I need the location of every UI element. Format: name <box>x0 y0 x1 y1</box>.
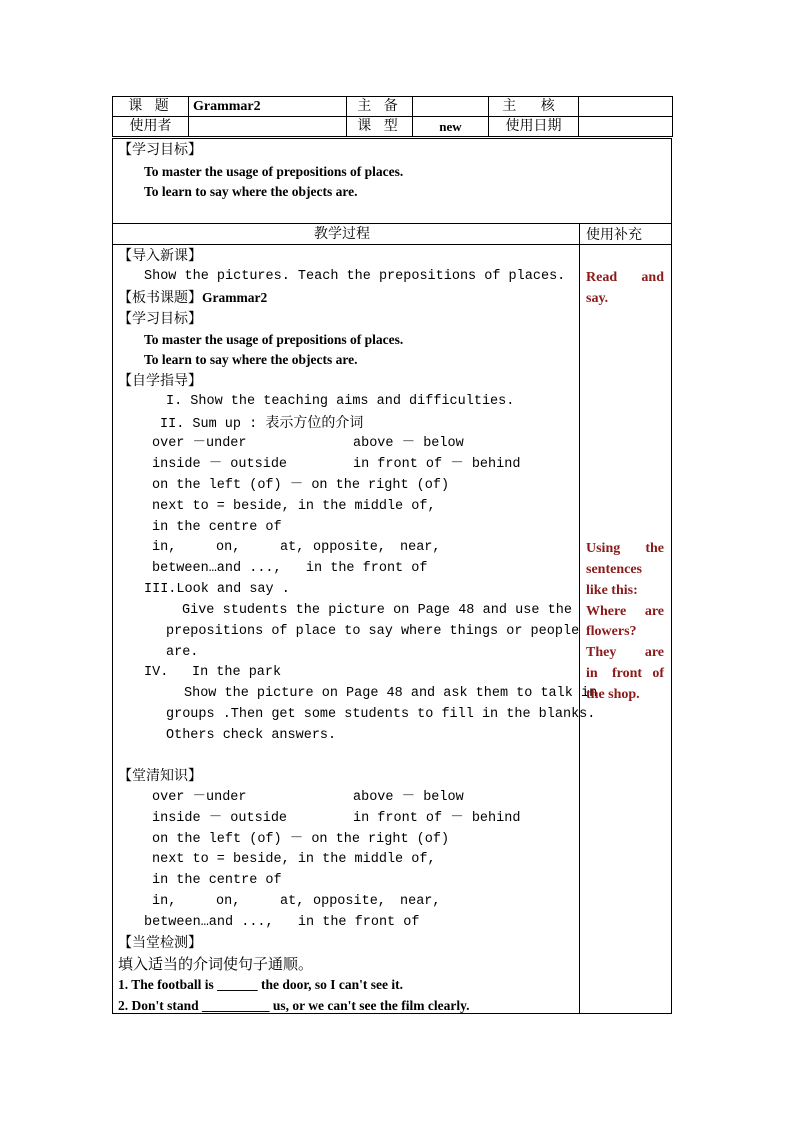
objective-line-1: To master the usage of prepositions of places. <box>144 164 404 179</box>
step-4-line-3: Others check answers. <box>166 728 337 743</box>
goal-line-2: To learn to say where the objects are. <box>144 352 358 367</box>
column-divider <box>579 223 580 1014</box>
side-word: in <box>586 666 598 681</box>
lesson-value: Grammar2 <box>189 97 347 117</box>
step-4-line-1: Show the picture on Page 48 and ask them to talk in <box>184 686 598 701</box>
class-row-5: in the centre of <box>152 873 282 888</box>
type-label: 课 型 <box>347 117 413 137</box>
self-study-title: 【自学指导】 <box>118 373 202 389</box>
step-3-line-2: prepositions of place to say where things or people <box>166 624 580 639</box>
step-4-line-2-wrap <box>166 705 596 725</box>
prep-row-4: next to = beside, in the middle of, <box>152 499 436 514</box>
intro-text: Show the pictures. Teach the prepositions of places. <box>144 269 566 284</box>
prep-word: at, <box>280 540 305 555</box>
step-3-title: III.Look and say . <box>144 582 290 597</box>
class-knowledge-title: 【堂清知识】 <box>118 768 202 784</box>
step-1: I. Show the teaching aims and difficulties. <box>166 394 515 409</box>
side-word: are <box>644 604 664 619</box>
test-item-2: 2. Don't stand __________ us, or we can't see the film clearly. <box>118 998 470 1013</box>
side-note-2-row2: sentences <box>586 562 642 577</box>
date-label: 使用日期 <box>489 117 579 137</box>
prep-row-2a: inside － outside <box>152 457 288 472</box>
prep-word: opposite, <box>313 540 386 555</box>
step-4-num: IV. <box>144 665 169 680</box>
side-note-2-row5: flowers? <box>586 624 637 639</box>
prep-row-1b: above － below <box>353 436 464 451</box>
prep-word: on, <box>216 894 241 909</box>
class-row-2a: inside － outside <box>152 811 288 826</box>
step-4-line-1-wrap <box>184 684 598 704</box>
step-3-line-1: Give students the picture on Page 48 and use the <box>182 603 572 618</box>
side-title: 使用补充 <box>586 227 642 243</box>
lesson-label: 课 题 <box>113 97 189 117</box>
prep-word: near, <box>400 894 441 909</box>
header-table <box>112 96 673 137</box>
prep-row-3: on the left (of) － on the right (of) <box>152 478 450 493</box>
prep-row-1a: over －under <box>152 436 247 451</box>
date-value <box>579 117 673 137</box>
prep-word: in, <box>152 894 177 909</box>
goal-title: 【学习目标】 <box>118 311 202 327</box>
side-word: and <box>641 270 664 285</box>
type-value: new <box>413 117 489 137</box>
prep-word: in, <box>152 540 177 555</box>
prep-list-2: between…and ..., in the front of <box>152 561 428 576</box>
class-row-4: next to = beside, in the middle of, <box>152 852 436 867</box>
user-label: 使用者 <box>113 117 189 137</box>
prep-row-2b: in front of － behind <box>353 457 521 472</box>
side-word: are <box>644 645 664 660</box>
side-note-2-row3: like this: <box>586 583 638 598</box>
step-2-prefix: II. Sum up : <box>160 417 258 432</box>
board-title: 【板书课题】 <box>118 290 202 306</box>
objectives-title: 【学习目标】 <box>118 142 202 158</box>
board-value: Grammar2 <box>202 290 268 305</box>
test-item-1: 1. The football is ______ the door, so I can't see it. <box>118 977 404 992</box>
side-word: front <box>612 666 643 681</box>
prep-word: on, <box>216 540 241 555</box>
prep-word: near, <box>400 540 441 555</box>
process-title: 教学过程 <box>314 226 370 242</box>
prep-value <box>413 97 489 117</box>
test-title: 【当堂检测】 <box>118 935 202 951</box>
step-2-cn: 表示方位的介词 <box>265 415 364 431</box>
objective-line-2: To learn to say where the objects are. <box>144 184 358 199</box>
side-word: Where <box>586 604 627 619</box>
step-4-title: In the park <box>192 665 282 680</box>
step-2 <box>160 413 363 435</box>
side-word: of <box>652 666 664 681</box>
step-3-line-1-wrap <box>166 601 572 621</box>
review-value <box>579 97 673 117</box>
step-3-line-3: are. <box>166 645 199 660</box>
prep-word: opposite, <box>313 894 386 909</box>
side-word: Using <box>586 541 621 556</box>
board-row <box>118 288 267 308</box>
intro-title: 【导入新课】 <box>118 248 202 264</box>
class-row-2b: in front of － behind <box>353 811 521 826</box>
class-list-2: between…and ..., in the front of <box>144 915 420 930</box>
prep-label: 主 备 <box>347 97 413 117</box>
class-row-3: on the left (of) － on the right (of) <box>152 832 450 847</box>
user-value <box>189 117 347 137</box>
review-label: 主 核 <box>489 97 579 117</box>
side-note-1-row2: say. <box>586 291 609 306</box>
side-note-2-row8: the shop. <box>586 687 640 702</box>
side-word: They <box>586 645 617 660</box>
prep-word: at, <box>280 894 305 909</box>
side-word: the <box>645 541 664 556</box>
step-4-line-2: groups .Then get some students to fill in the blanks. <box>166 707 596 722</box>
test-instruction: 填入适当的介词使句子通顺。 <box>118 955 314 973</box>
class-row-1b: above － below <box>353 790 464 805</box>
goal-line-1: To master the usage of prepositions of places. <box>144 332 404 347</box>
class-row-1a: over －under <box>152 790 247 805</box>
prep-row-5: in the centre of <box>152 520 282 535</box>
step-3-line-2-wrap <box>166 622 580 642</box>
side-word: Read <box>586 270 618 285</box>
